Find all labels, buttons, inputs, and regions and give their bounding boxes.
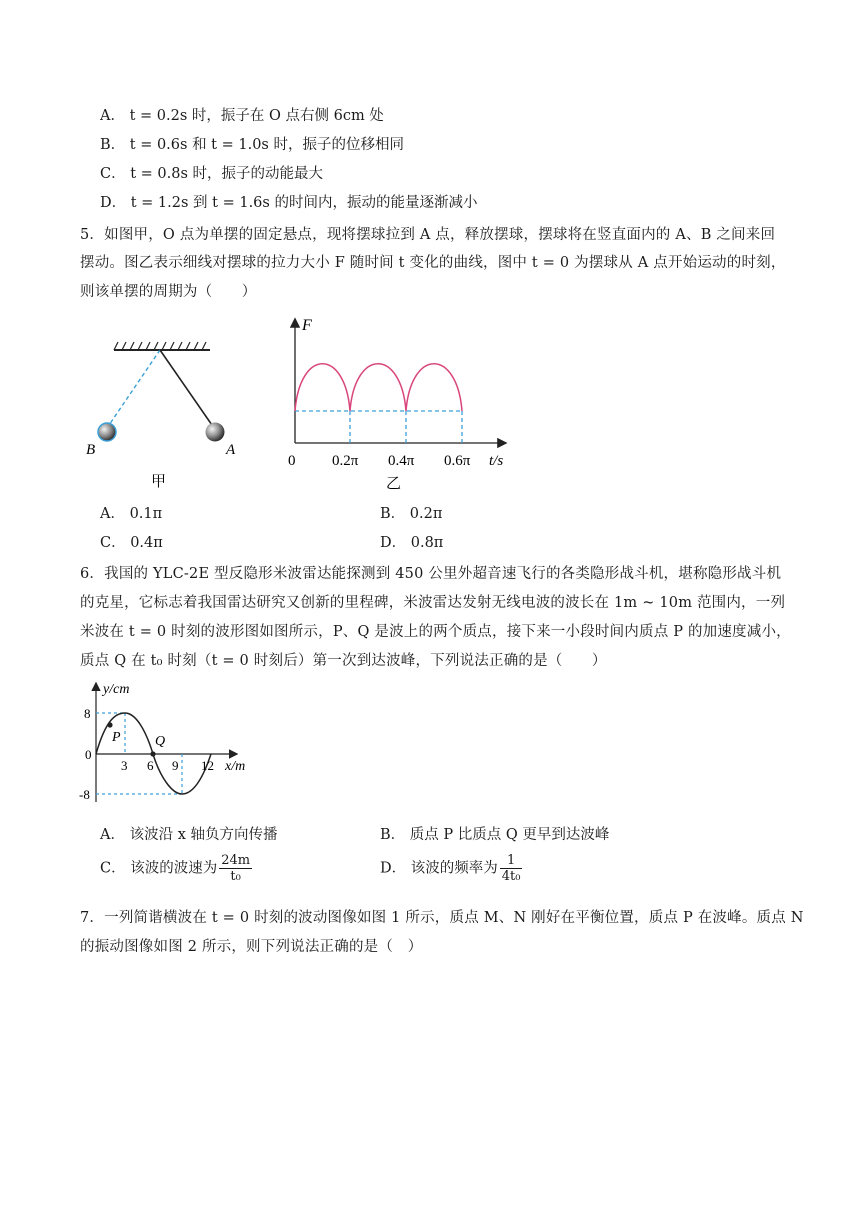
q4-option-c: C． t = 0.8s 时，振子的动能最大 [100,166,324,182]
string-position-a [160,350,214,428]
tick-label-2: 0.4π [388,453,415,469]
origin-label: 0 [288,453,296,469]
figure-caption-jia: 甲 [151,474,167,490]
q5-stem-line2: 摆动。图乙表示细线对摆球的拉力大小 F 随时间 t 变化的曲线，图中 t = 0 为摆球从 A 点开始运动的时刻， [80,255,786,271]
q6-option-c-fraction [219,853,252,884]
x-tick-3: 3 [121,758,128,773]
point-q-dot [150,751,155,756]
q6-option-d-text: D． 该波的频率为 [380,860,498,877]
y-tick-neg8: -8 [79,787,90,802]
tick-label-1: 0.2π [332,453,359,469]
q6-option-a: A． 该波沿 x 轴负方向传播 [100,827,278,843]
y-tick-0: 0 [85,747,92,762]
wave-y-label: y/cm [103,682,130,697]
q6-option-d-fraction [500,853,523,884]
point-p-dot [107,722,112,727]
x-axis-label: t/s [489,453,504,469]
q6-stem-line2: 的克星，它标志着我国雷达研究又创新的里程碑，米波雷达发射无线电波的波长在 1m ~ 10m 范围内，一列 [80,595,786,611]
ceiling-hatch [114,342,206,350]
wave-figure [78,676,278,812]
point-q-label: Q [155,734,166,749]
force-curve [295,364,462,411]
wave-x-label: x/m [225,759,246,774]
figure-caption-yi: 乙 [386,476,402,492]
y-tick-8: 8 [84,706,91,721]
q6-stem-line1: 6．我国的 YLC-2E 型反隐形米波雷达能探测到 450 公里外超音速飞行的各类隐形战斗机，堪称隐形战斗机 [80,566,782,582]
q5-option-d: D． 0.8π [380,535,444,551]
x-tick-9: 9 [172,758,179,773]
label-a: A [226,442,236,458]
point-p-label: P [112,730,121,745]
q6-option-b: B． 质点 P 比质点 Q 更早到达波峰 [380,827,610,843]
q7-stem-line1: 7．一列简谐横波在 t = 0 时刻的波动图像如图 1 所示，质点 M、N 刚好在平衡位置，质点 P 在波峰。质点 N [80,910,804,926]
q5-stem-line3: 则该单摆的周期为（ ） [80,284,257,300]
ball-at-b [98,423,116,441]
string-position-b [107,350,160,428]
fraction-numerator: 24m [221,853,251,868]
q6-option-c-text: C． 该波的波速为 [100,860,218,877]
fraction-denominator: 4t₀ [501,869,521,884]
x-tick-6: 6 [147,758,154,773]
fraction-numerator: 1 [500,853,523,869]
q6-stem-line4: 质点 Q 在 t₀ 时刻（t = 0 时刻后）第一次到达波峰，下列说法正确的是（ ） [80,653,607,669]
x-tick-12: 12 [201,758,214,773]
q5-option-a: A． 0.1π [100,506,163,522]
q4-option-d: D． t = 1.2s 到 t = 1.6s 的时间内，振动的能量逐渐减小 [100,195,478,211]
q5-option-c: C． 0.4π [100,535,163,551]
force-time-graph [280,310,520,495]
q6-stem-line3: 米波在 t = 0 时刻的波形图如图所示，P、Q 是波上的两个质点，接下来一小段时间内质点 P 的加速度减小， [80,624,791,640]
q6-option-c [100,853,254,884]
q5-option-b: B． 0.2π [380,506,443,522]
q4-option-b: B． t = 0.6s 和 t = 1.0s 时，振子的位移相同 [100,137,404,153]
q6-option-d [380,853,524,884]
q7-stem-line2: 的振动图像如图 2 所示，则下列说法正确的是（ ） [80,939,423,955]
pendulum-figure [80,330,250,495]
y-axis-label: F [302,317,312,334]
tick-label-3: 0.6π [444,453,471,469]
ball-at-a [206,423,225,442]
q4-option-a: A． t = 0.2s 时，振子在 O 点右侧 6cm 处 [100,108,384,124]
fraction-denominator: t₀ [230,869,241,884]
label-b: B [86,442,96,458]
q5-stem-line1: 5．如图甲，O 点为单摆的固定悬点，现将摆球拉到 A 点，释放摆球，摆球将在竖直面内的 A、B 之间来回 [80,227,776,243]
